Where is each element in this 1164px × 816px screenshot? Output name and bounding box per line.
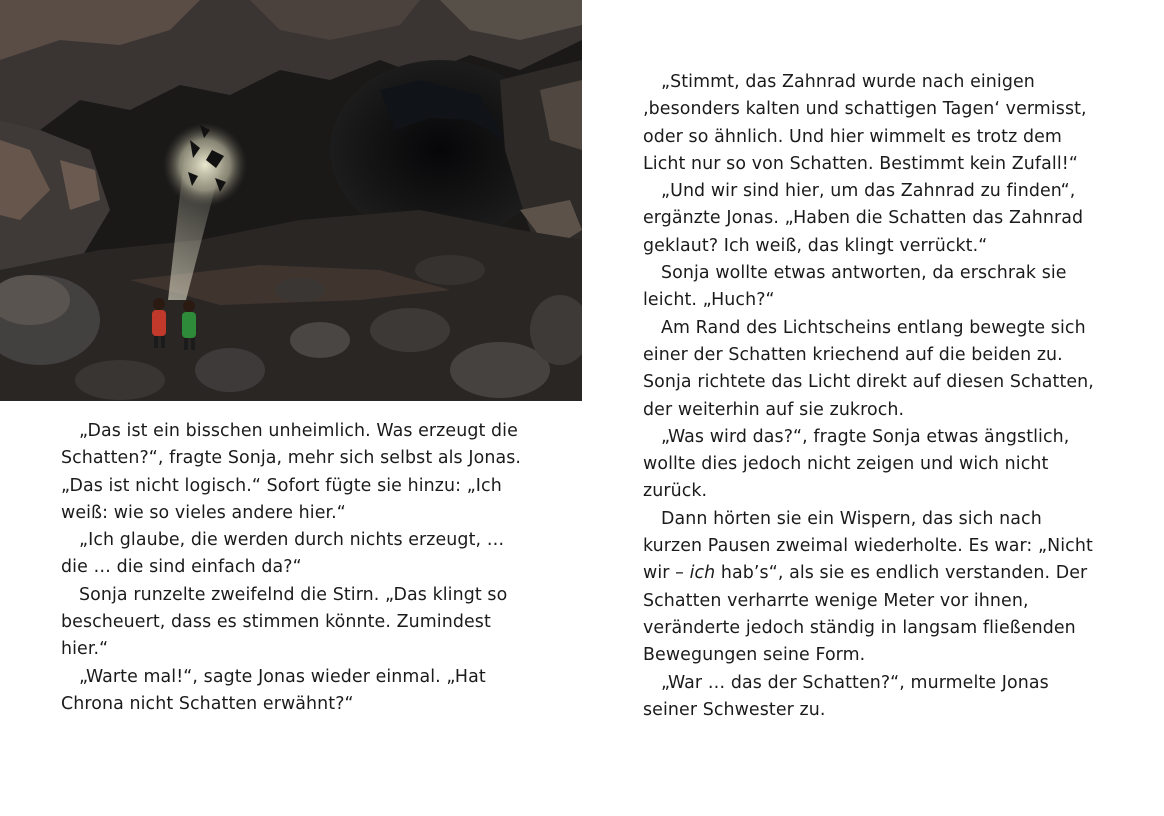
left-text	[61, 418, 541, 718]
text-line: „Was wird das?“, fragte Sonja etwas ängstlich,	[661, 426, 1070, 447]
paragraph	[643, 670, 1123, 725]
text-segment: wir –	[643, 563, 690, 584]
paragraph	[643, 260, 1123, 315]
text-line: ‚besonders kalten und schattigen Tagen‘ vermisst,	[643, 99, 1087, 120]
text-line: Schatten verharrte wenige Meter vor ihnen,	[643, 590, 1029, 611]
paragraph	[643, 506, 1123, 670]
text-line: Licht nur so von Schatten. Bestimmt kein Zufall!“	[643, 153, 1078, 174]
text-line: weiß: wie so vieles andere hier.“	[61, 502, 346, 523]
text-line: hier.“	[61, 639, 109, 660]
paragraph	[61, 527, 541, 582]
paragraph	[61, 418, 541, 527]
text-line: wollte dies jedoch nicht zeigen und wich nicht	[643, 454, 1049, 475]
text-line: Bewegungen seine Form.	[643, 645, 866, 666]
italic-word: ich	[689, 563, 716, 584]
text-line: zurück.	[643, 481, 708, 502]
text-line: kurzen Pausen zweimal wiederholte. Es war: „Nicht	[643, 536, 1093, 557]
text-line: geklaut? Ich weiß, das klingt verrückt.“	[643, 235, 988, 256]
text-line: Sonja wollte etwas antworten, da erschrak sie	[661, 263, 1067, 284]
text-line: die … die sind einfach da?“	[61, 557, 302, 578]
paragraph	[643, 69, 1123, 178]
text-line: Sonja runzelte zweifelnd die Stirn. „Das klingt so	[79, 584, 508, 605]
text-line: bescheuert, dass es stimmen könnte. Zumindest	[61, 612, 491, 633]
text-line: leicht. „Huch?“	[643, 290, 775, 311]
text-line-italic	[643, 560, 1123, 587]
paragraph	[61, 582, 541, 664]
text-line: „Warte mal!“, sagte Jonas wieder einmal. „Hat	[79, 666, 486, 687]
paragraph	[643, 178, 1123, 260]
text-line: Sonja richtete das Licht direkt auf diesen Schatten,	[643, 372, 1094, 393]
text-line: „Stimmt, das Zahnrad wurde nach einigen	[661, 72, 1035, 92]
cave-illustration	[0, 0, 582, 401]
paragraph	[643, 315, 1123, 424]
right-page	[582, 0, 1164, 816]
text-line: oder so ähnlich. Und hier wimmelt es trotz dem	[643, 126, 1062, 147]
paragraph	[643, 424, 1123, 506]
text-line: „Ich glaube, die werden durch nichts erzeugt, …	[79, 530, 505, 551]
paragraph	[61, 664, 541, 719]
text-line: ergänzte Jonas. „Haben die Schatten das Zahnrad	[643, 208, 1084, 229]
text-line: Am Rand des Lichtscheins entlang bewegte sich	[661, 317, 1086, 338]
text-line: Dann hörten sie ein Wispern, das sich nach	[661, 508, 1042, 529]
text-line: Schatten?“, fragte Sonja, mehr sich selbst als Jonas.	[61, 448, 521, 469]
text-line: veränderte jedoch ständig in langsam fließenden	[643, 617, 1076, 638]
text-line: „Und wir sind hier, um das Zahnrad zu finden“,	[661, 181, 1076, 202]
text-line: seiner Schwester zu.	[643, 699, 826, 720]
text-line: „Das ist nicht logisch.“ Sofort fügte sie hinzu: „Ich	[61, 475, 502, 496]
text-segment: hab’s“, als sie es endlich verstanden. Der	[715, 563, 1088, 584]
text-line: einer der Schatten kriechend auf die beiden zu.	[643, 344, 1063, 365]
text-line: der weiterhin auf sie zukroch.	[643, 399, 905, 420]
right-text	[643, 69, 1123, 724]
text-line: „Das ist ein bisschen unheimlich. Was erzeugt die	[79, 421, 518, 441]
text-line: Chrona nicht Schatten erwähnt?“	[61, 693, 354, 714]
text-line: „War … das der Schatten?“, murmelte Jonas	[661, 672, 1049, 693]
